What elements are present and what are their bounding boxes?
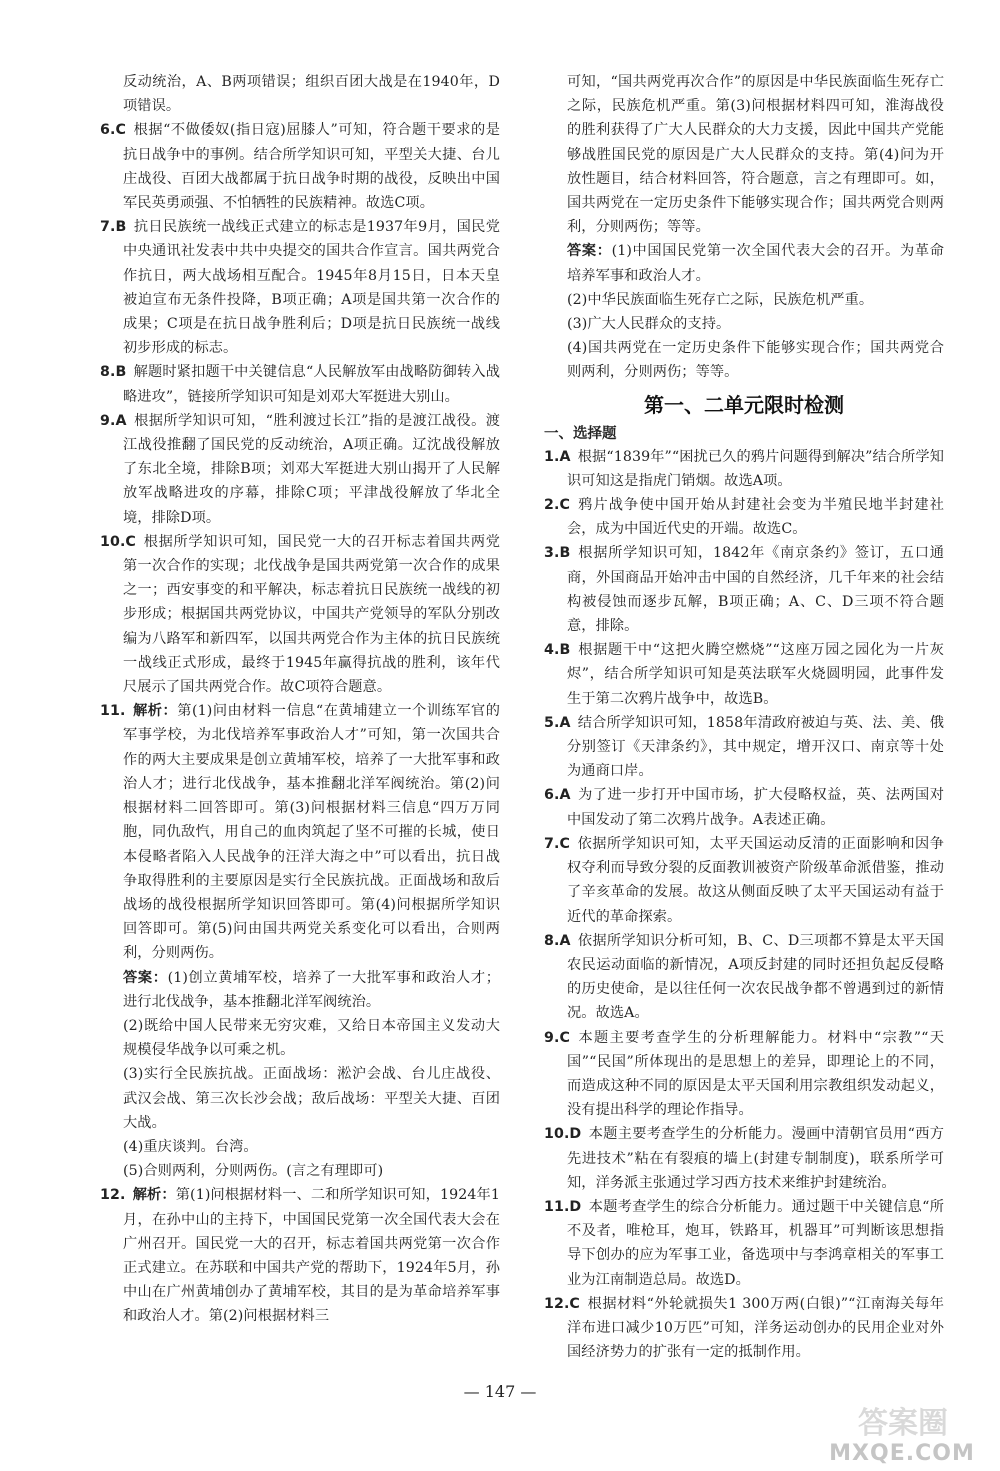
question-explanation [544,711,944,784]
section-title: 第一、二单元限时检测 [644,392,844,417]
question-explanation [100,409,500,530]
answer-line [100,1014,500,1062]
question-explanation [100,118,500,215]
question-explanation [544,1292,944,1365]
body-text: 第(1)问根据材料一、二和所学知识可知，1924年1月，在孙中山的主持下，中国国民党第一次全国代表大会在广州召开。国民党一大的召开，标志着国共两党第一次合作正式建立。在苏联和中国共产党的帮助下，1924年5月，孙中山在广州黄埔创办了黄埔军校，其目的是为革命培养军事和政治人才。第(2)问根据材料三 [123,1187,500,1325]
body-text: (1)创立黄埔军校，培养了一大批军事和政治人才；进行北伐战争，基本推翻北洋军阀统治。 [123,969,500,1010]
question-number: 5.A [544,714,571,731]
question-explanation [100,530,500,699]
question-explanation [544,832,944,929]
bold-lead: 答案： [567,243,612,260]
question-explanation [544,1122,944,1195]
question-explanation [544,1026,944,1123]
question-number: 12. [100,1187,126,1204]
body-text: (1)中国国民党第一次全国代表大会的召开。为革命培养军事和政治人才。 [567,243,944,284]
body-text: 可知，“国共两党再次合作”的原因是中华民族面临生死存亡之际，民族危机严重。第(3)问根据材料四可知，淮海战役的胜利获得了广大人民群众的大力支援，因此中国共产党能够战胜国民党的原因是广大人民群众的支持。第(4)问为开放性题目，结合材料回答，符合题意，言之有理即可。如，国共两党在一定历史条件下能够实现合作；国共两党合则两利，分则两伤；等等。 [567,74,944,236]
body-text: 抗日民族统一战线正式建立的标志是1937年9月，国民党中央通讯社发表中共中央提交的国共合作宣言。国共两党合作抗日，两大战场相互配合。1945年8月15日，日本天皇被迫宣布无条件投降，B项正确；A项是国共第一次合作的成果；C项是在抗日战争胜利后；D项是抗日民族统一战线初步形成的标志。 [123,219,500,357]
body-text: (3)广大人民群众的支持。 [567,316,731,333]
body-text: 根据“不做倭奴(指日寇)屈膝人”可知，符合题干要求的是抗日战争中的事例。结合所学知识可知，平型关大捷、台儿庄战役、百团大战都属于抗日战争时期的战役，反映出中国军民英勇顽强、不怕牺牲的民族精神。故选C项。 [123,122,500,212]
body-text: 鸦片战争使中国开始从封建社会变为半殖民地半封建社会，成为中国近代史的开端。故选C。 [567,497,944,538]
answer-line [544,239,944,287]
question-number: 6.C [100,122,126,139]
question-number: 6.A [544,787,571,804]
answer-line [100,1062,500,1135]
body-text: 根据题干中“这把火腾空燃烧”“这座万园之园化为一片灰烬”，结合所学知识可知是英法联军火烧圆明园，此事件发生于第二次鸦片战争中，故选B。 [567,642,944,707]
question-number: 11. [100,703,126,720]
answer-line [100,1159,500,1183]
body-text: (4)重庆谈判。台湾。 [123,1138,258,1155]
question-number: 8.B [100,364,127,381]
question-number: 9.A [100,412,127,429]
question-explanation [100,360,500,408]
body-text: (3)实行全民族抗战。正面战场：淞沪会战、台儿庄战役、武汉会战、第三次长沙会战；敌后战场：平型关大捷、百团大战。 [123,1066,500,1131]
watermark-logo: 答案圈 [858,1406,948,1441]
page-number: — 147 — [463,1382,537,1401]
question-explanation [544,638,944,711]
question-number: 1.A [544,448,571,465]
body-text: 反动统治，A、B两项错误；组织百团大战是在1940年，D项错误。 [123,74,500,115]
continued-text [544,70,944,239]
question-number: 2.C [544,497,570,514]
answer-line [100,1135,500,1159]
watermark-url: MXQE.COM [829,1441,975,1466]
question-explanation [544,1195,944,1292]
bold-lead: 解析： [132,703,178,720]
question-number: 4.B [544,642,571,659]
question-number: 7.C [544,835,570,852]
left-column [100,70,500,1329]
body-text: 本题主要考查学生的分析能力。漫画中清朝官员用“西方先进技术”粘在有裂痕的墙上(封建专制制度)，联系所学可知，洋务派主张通过学习西方技术来维护封建统治。 [567,1126,944,1191]
question-explanation [100,215,500,360]
question-number: 12.C [544,1295,580,1312]
bold-lead: 答案： [123,969,168,986]
section-heading: 一、选择题 [544,425,617,442]
question-number: 11.D [544,1198,582,1215]
body-text: 依据所学知识可知，太平天国运动反清的正面影响和因争权夺利而导致分裂的反面教训被资产阶级革命派借鉴，推动了辛亥革命的发展。故这从侧面反映了太平天国运动有益于近代的革命探索。 [567,835,944,925]
question-number: 10.C [100,533,136,550]
body-text: (5)合则两利，分则两伤。(言之有理即可) [123,1163,384,1180]
answer-line [100,966,500,1014]
body-text: 结合所学知识可知，1858年清政府被迫与英、法、美、俄分别签订《天津条约》，其中规定，增开汉口、南京等十处为通商口岸。 [567,714,944,780]
body-text: 本题考查学生的综合分析能力。通过题干中关键信息“所不及者，唯枪耳，炮耳，铁路耳，机器耳”可判断该思想指导下创办的应为军事工业，备选项中与李鸿章相关的军事工业为江南制造总局。故选D。 [567,1198,944,1288]
watermark [812,1398,992,1468]
body-text: (4)国共两党在一定历史条件下能够实现合作；国共两党合则两利，分则两伤；等等。 [567,340,944,381]
body-text: 根据“1839年”“困扰已久的鸦片问题得到解决”结合所学知识可知这是指虎门销烟。故选A项。 [567,448,944,489]
question-explanation [544,929,944,1026]
bold-lead: 解析： [132,1187,176,1204]
answer-line [544,312,944,336]
question-explanation [544,783,944,831]
answer-line [544,336,944,384]
body-text: (2)中华民族面临生死存亡之际，民族危机严重。 [567,291,874,308]
body-text: 本题主要考查学生的分析理解能力。材料中“宗教”“天国”“民国”所体现出的是思想上的差异，即理论上的不同，而造成这种不同的原因是太平天国利用宗教组织发动起义，没有提出科学的理论作指导。 [567,1029,944,1119]
body-text: 根据所学知识可知，国民党一大的召开标志着国共两党第一次合作的实现；北伐战争是国共两党第一次合作的成果之一；西安事变的和平解决，标志着抗日民族统一战线的初步形成；根据国共两党协议，中国共产党领导的军队分别改编为八路军和新四军，以国共两党合作为主体的抗日民族统一战线正式形成，最终于1945年赢得抗战的胜利，该年代尺展示了国共两党合作。故C项符合题意。 [123,533,500,696]
body-text: 为了进一步打开中国市场，扩大侵略权益，英、法两国对中国发动了第二次鸦片战争。A表述正确。 [567,787,944,828]
question-number: 3.B [544,545,571,562]
body-text: 解题时紧扣题干中关键信息“人民解放军由战略防御转入战略进攻”，链接所学知识可知是刘邓大军挺进大别山。 [123,364,500,405]
body-text: 根据材料“外轮就损失1 300万两(白银)”“江南海关每年洋布进口减少10万匹”可知，洋务运动创办的民用企业对外国经济势力的扩张有一定的抵制作用。 [567,1295,944,1361]
body-text: 根据所学知识可知，“胜利渡过长江”指的是渡江战役。渡江战役推翻了国民党的反动统治，A项正确。辽沈战役解放了东北全境，排除B项；刘邓大军挺进大别山揭开了人民解放军战略进攻的序幕，排除C项；平津战役解放了华北全境，排除D项。 [123,412,500,526]
question-number: 10.D [544,1126,582,1143]
question-number: 7.B [100,219,127,236]
body-text: 根据所学知识可知，1842年《南京条约》签订，五口通商，外国商品开始冲击中国的自然经济，几千年来的社会结构被侵蚀而逐步瓦解，B项正确；A、C、D三项不符合题意，排除。 [567,545,944,635]
continued-text [100,70,500,118]
question-explanation [544,493,944,541]
question-explanation [544,541,944,638]
question-explanation [100,699,500,965]
question-number: 9.C [544,1029,570,1046]
question-number: 8.A [544,932,571,949]
body-text: 第(1)问由材料一信息“在黄埔建立一个训练军官的军事学校，为北伐培养军事政治人才”可知，第一次国共合作的两大主要成果是创立黄埔军校，培养了一大批军事和政治人才；进行北伐战争，基本推翻北洋军阀统治。第(2)问根据材料二回答即可。第(3)问根据材料三信息“四万万同胞，同仇敌忾，用自己的血肉筑起了坚不可摧的长城，使日本侵略者陷入人民战争的汪洋大海之中”可以看出，抗日战争取得胜利的主要原因是实行全民族抗战。正面战场和敌后战场的战役根据所学知识回答即可。第(4)问根据所学知识回答即可。第(5)问由国共两党关系变化可以看出，合则两利，分则两伤。 [123,703,500,962]
body-text: (2)既给中国人民带来无穷灾难，又给日本帝国主义发动大规模侵华战争以可乘之机。 [123,1017,500,1059]
answer-line [544,288,944,312]
question-explanation [544,445,944,493]
body-text: 依据所学知识分析可知，B、C、D三项都不算是太平天国农民运动面临的新情况，A项反封建的同时还担负起反侵略的历史使命，是以往任何一次农民战争都不曾遇到过的新情况。故选A。 [567,932,944,1022]
question-explanation [100,1183,500,1328]
right-column [544,70,944,1364]
